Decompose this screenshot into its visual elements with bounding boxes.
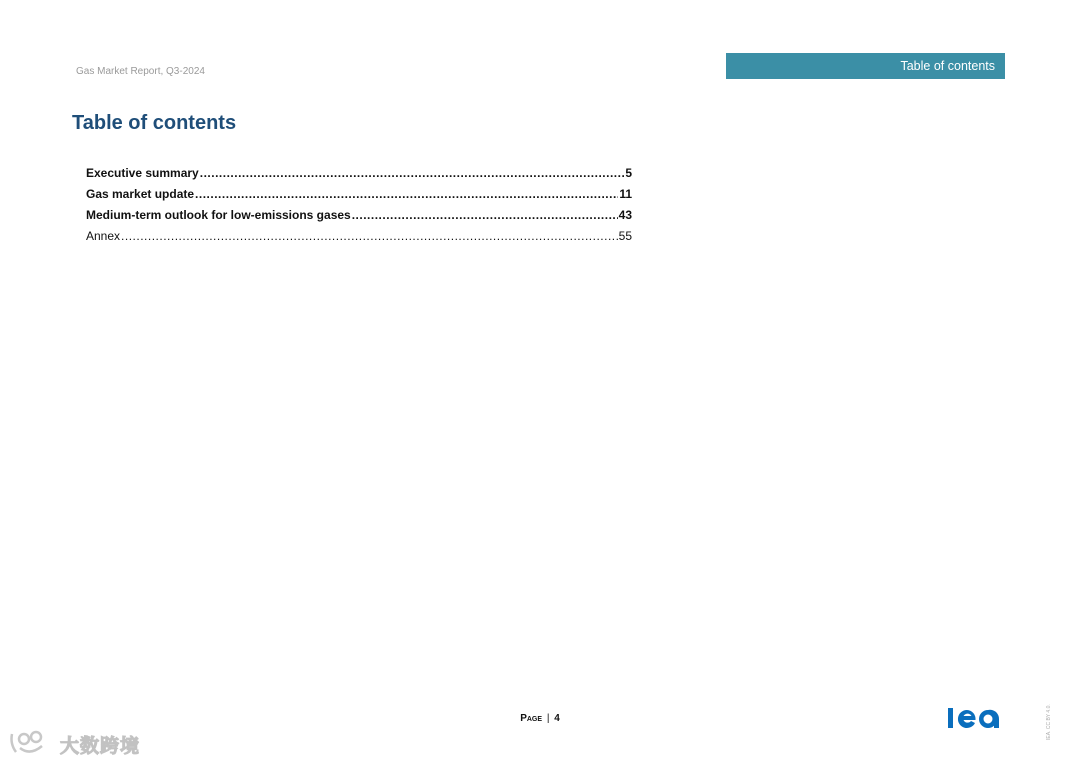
watermark <box>8 728 148 758</box>
page-separator: | <box>546 713 550 724</box>
watermark-text: 大数跨境 <box>60 736 141 757</box>
section-tab[interactable]: Table of contents <box>726 53 1005 79</box>
toc-dot-leader <box>195 187 618 201</box>
iea-logo <box>946 703 1008 733</box>
toc-page-number: 43 <box>618 208 632 222</box>
toc-dot-leader <box>352 208 618 222</box>
toc-entry-medium-term-outlook[interactable] <box>86 208 632 229</box>
toc-entry-label: Gas market update <box>86 187 195 201</box>
page-number: 4 <box>554 713 560 724</box>
toc-dot-leader <box>121 229 618 243</box>
license-notice: IEA. CC BY 4.0. <box>1046 704 1052 740</box>
report-title: Gas Market Report, Q3-2024 <box>76 66 205 77</box>
toc-entry-gas-market-update[interactable] <box>86 187 632 208</box>
toc-entry-label: Executive summary <box>86 166 199 180</box>
toc-entry-label: Medium-term outlook for low-emissions gases <box>86 208 351 222</box>
toc-entry-label: Annex <box>86 229 121 243</box>
toc-page-number: 11 <box>619 187 632 201</box>
watermark-logo-icon <box>8 728 54 758</box>
toc-entry-executive-summary[interactable] <box>86 166 632 187</box>
table-of-contents <box>86 166 632 250</box>
toc-entry-annex[interactable] <box>86 229 632 250</box>
page-title: Table of contents <box>72 112 237 134</box>
toc-page-number: 55 <box>618 229 632 243</box>
toc-page-number: 5 <box>625 166 632 180</box>
toc-dot-leader <box>200 166 625 180</box>
page-word: Page <box>520 713 543 724</box>
page-number-footer <box>0 713 1080 724</box>
